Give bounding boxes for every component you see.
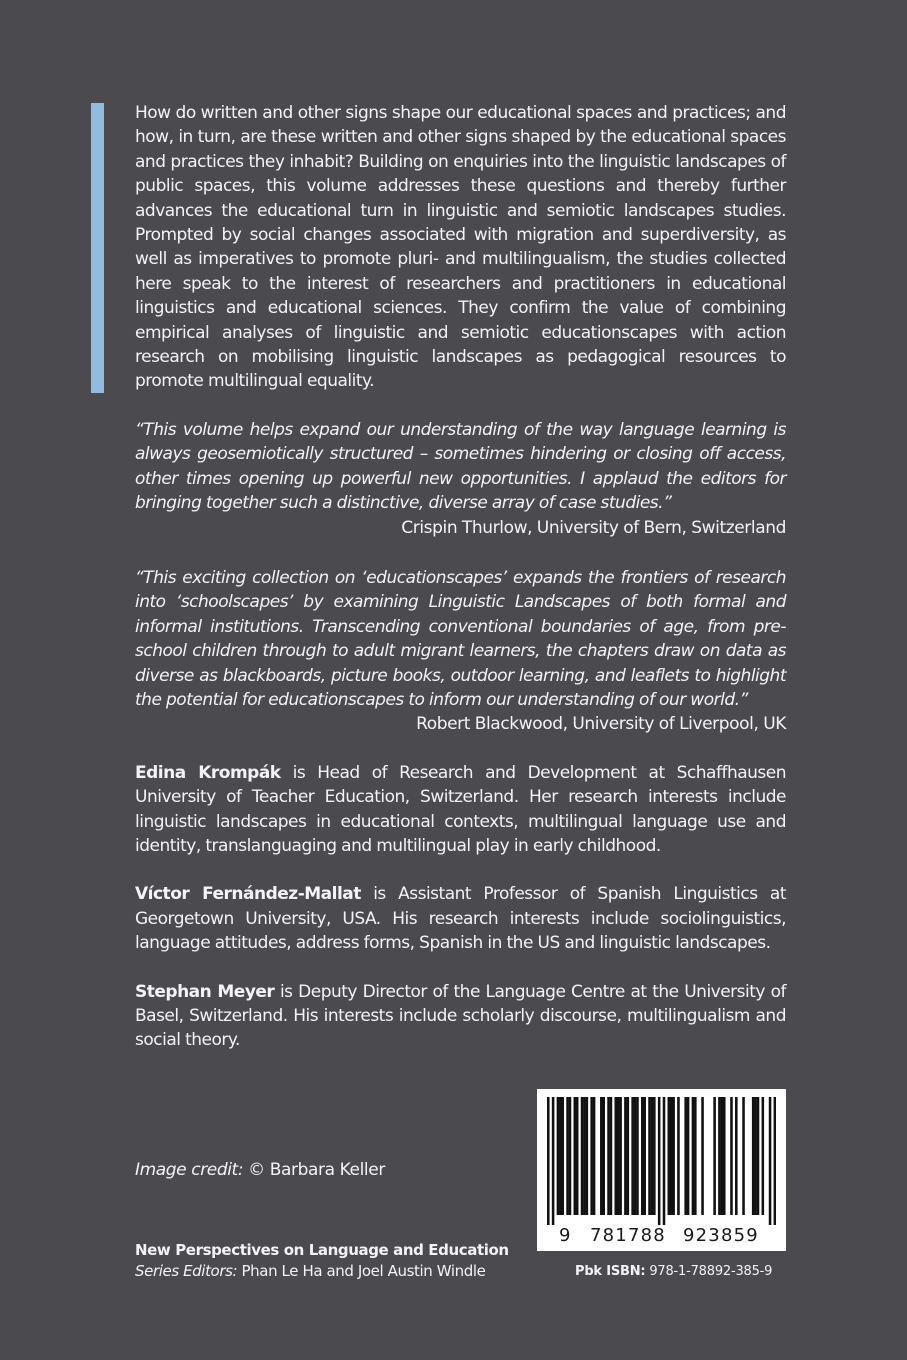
isbn-barcode (537, 1089, 786, 1251)
endorsement-text: “This volume helps expand our understanding of the way language learning is always geosemiotically structured – sometimes hindering or closing off access, other times opening up powerful new opportunities. I applaud the editors for bringing together such a distinctive, diverse array of case studies.” (135, 419, 786, 514)
editor-name: Víctor Fernández-Mallat (135, 884, 361, 905)
barcode-digit-first: 9 (559, 1225, 572, 1246)
editor-bio-text: is Head of Research and Development at Schaffhausen University of Teacher Education, Switzerland. Her research interests include linguistic landscapes in educational contexts, multilingual language use and identity, translanguaging and multilingual play in early childhood. (135, 762, 787, 856)
image-credit-value: © Barbara Keller (243, 1160, 385, 1180)
isbn-value: 978-1-78892-385-9 (645, 1264, 773, 1279)
image-credit-label: Image credit: (135, 1160, 244, 1180)
editor-name: Stephan Meyer (135, 981, 275, 1002)
endorsement-attribution: Robert Blackwood, University of Liverpool, UK (416, 714, 786, 735)
image-credit (135, 1160, 385, 1180)
series-editors: Phan Le Ha and Joel Austin Windle (237, 1262, 486, 1280)
back-cover-content (135, 101, 786, 1053)
editor-bio-1 (135, 761, 786, 859)
editor-name: Edina Krompák (135, 762, 281, 783)
isbn-label: Pbk ISBN: (575, 1264, 646, 1279)
barcode-digits (537, 1089, 786, 1251)
barcode-digits-left: 781788 (590, 1225, 666, 1246)
endorsement-attribution: Crispin Thurlow, University of Bern, Switzerland (401, 517, 786, 538)
barcode-digits-right: 923859 (683, 1225, 759, 1246)
series-editors-line (135, 1261, 509, 1282)
pbk-isbn (575, 1264, 772, 1279)
book-blurb: How do written and other signs shape our educational spaces and practices; and how, in turn, are these written and other signs shaped by the educational spaces and practices they inhabit? Building on enquiries into the linguistic landscapes of public spaces, this volume addresses these questions and thereby further advances the educational turn in linguistic and semiotic landscapes studies. Prompted by social changes associated with migration and superdiversity, as well as imperatives to promote pluri- and multilingualism, the studies collected here speak to the interest of researchers and practitioners in educational linguistics and educational sciences. They confirm the value of combining empirical analyses of linguistic and semiotic educationscapes with action research on mobilising linguistic landscapes as pedagogical resources to promote multilingual equality. (135, 103, 786, 392)
series-title: New Perspectives on Language and Education (135, 1241, 509, 1259)
endorsement-text: “This exciting collection on ‘educationscapes’ expands the frontiers of research into ‘schoolscapes’ by examining Linguistic Landscapes of both formal and informal institutions. Transcending conventional boundaries of age, from pre-school children through to adult migrant learners, the chapters draw on data as diverse as blackboards, picture books, outdoor learning, and leaflets to highlight the potential for educationscapes to inform our understanding of our world.” (135, 567, 786, 710)
series-info (135, 1240, 509, 1282)
endorsement-1 (135, 418, 786, 540)
endorsement-2 (135, 566, 786, 737)
series-editors-label: Series Editors: (135, 1262, 238, 1280)
editor-bio-3 (135, 980, 786, 1053)
accent-bar (91, 103, 104, 393)
editor-bio-2 (135, 882, 786, 955)
editor-bio-text: is Deputy Director of the Language Centre at the University of Basel, Switzerland. His interests include scholarly discourse, multilingualism and social theory. (135, 981, 786, 1051)
editor-bio-text: is Assistant Professor of Spanish Linguistics at Georgetown University, USA. His research interests include sociolinguistics, language attitudes, address forms, Spanish in the US and linguistic landscapes. (135, 884, 786, 954)
